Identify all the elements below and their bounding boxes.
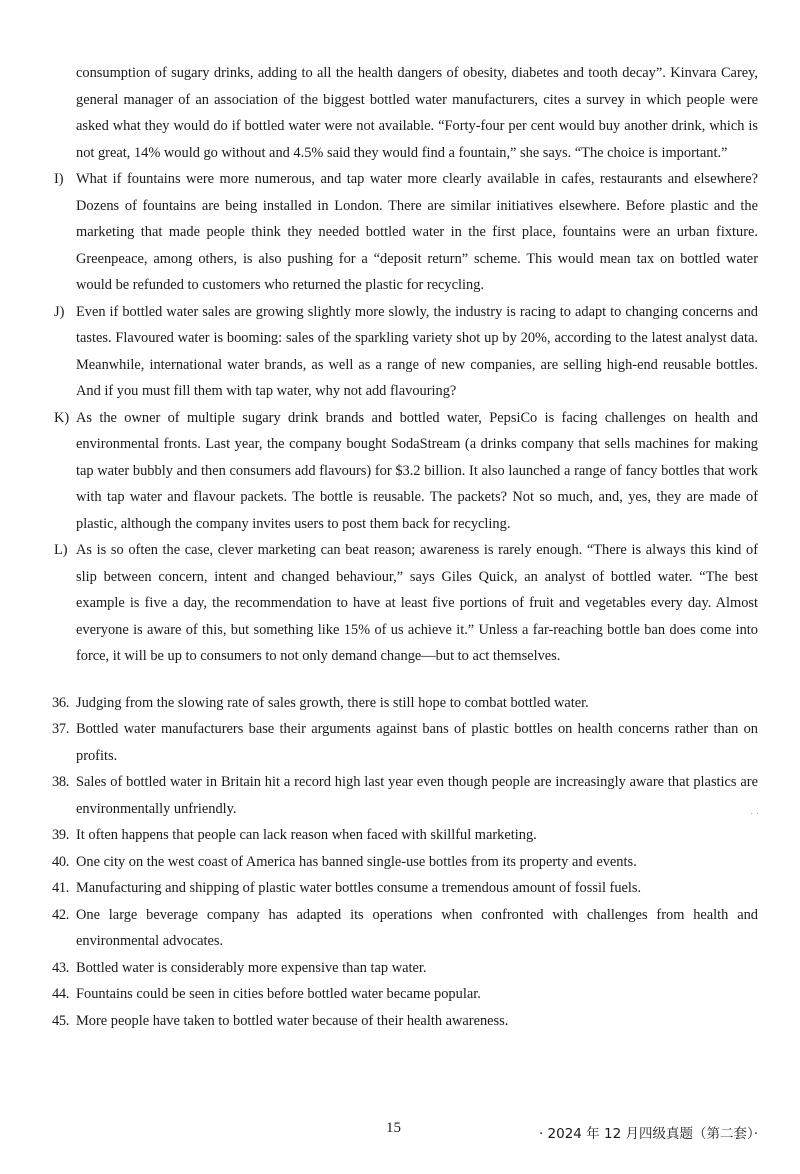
- question-number: 38.: [52, 774, 70, 790]
- question-36: [54, 690, 758, 717]
- paragraph-label: J): [54, 303, 65, 320]
- question-text: Judging from the slowing rate of sales growth, there is still hope to combat bottled water.: [76, 694, 589, 711]
- question-number: 41.: [52, 880, 70, 896]
- question-text: Fountains could be seen in cities before bottled water became popular.: [76, 986, 481, 1002]
- passage-continuation: consumption of sugary drinks, adding to all the health dangers of obesity, diabetes and tooth decay”. Kinvara Carey, general manager of an association of the biggest bottled water manufacturers, cites a survey in which people were asked what they would do if bottled water were not available. “Forty-four per cent would buy another drink, which is not great, 14% would go without and 4.5% said they would find a fountain,” she says. “The choice is important.”: [76, 65, 758, 161]
- paragraph-label: L): [54, 542, 68, 558]
- question-42: [54, 902, 758, 955]
- question-number: 44.: [52, 986, 70, 1002]
- question-text: One city on the west coast of America has banned single-use bottles from its property and events.: [76, 853, 637, 870]
- paragraph-text: As the owner of multiple sugary drink brands and bottled water, PepsiCo is facing challenges on health and environmental fronts. Last year, the company bought SodaStream (a drinks company that sells machines for making tap water bubbly and then consumers add flavours) for $3.2 billion. It also launched a range of fancy bottles that work with tap water and flavour packets. The bottle is reusable. The packets? Not so much, and, yes, they are made of plastic, although the company invites users to post them back for recycling.: [76, 409, 758, 532]
- question-43: [54, 955, 758, 982]
- paragraph-label: I): [54, 171, 64, 187]
- question-text: Bottled water manufacturers base their arguments against bans of plastic bottles on health concerns rather than on profits.: [76, 721, 758, 764]
- question-text: Manufacturing and shipping of plastic water bottles consume a tremendous amount of fossil fuels.: [76, 880, 642, 896]
- question-39: [54, 822, 758, 849]
- question-number: 43.: [52, 959, 70, 976]
- question-list: [54, 690, 758, 1035]
- question-number: 42.: [52, 906, 70, 923]
- question-38: [54, 769, 758, 822]
- paragraph-l: [54, 537, 758, 670]
- question-text: More people have taken to bottled water because of their health awareness.: [76, 1012, 509, 1029]
- paragraph-text: Even if bottled water sales are growing slightly more slowly, the industry is racing to adapt to changing concerns and tastes. Flavoured water is booming: sales of the sparkling variety shot up by 20%, according to the latest analyst data. Meanwhile, international water brands, as well as a range of new companies, are selling high-end reusable bottles. And if you must fill them with tap water, why not add flavouring?: [76, 303, 758, 399]
- question-number: 40.: [52, 853, 70, 870]
- question-number: 36.: [52, 694, 70, 711]
- paragraph-text: As is so often the case, clever marketing can beat reason; awareness is rarely enough. “There is always this kind of slip between concern, intent and changed behaviour,” says Giles Quick, an analyst of bottled water. “The best example is five a day, the recommendation to have at least five portions of fruit and vegetables every day. Almost everyone is aware of this, but something like 15% of us achieve it.” Unless a far-reaching bottle ban does come into force, it will be up to consumers to not only demand change—but to act themselves.: [76, 542, 758, 664]
- paragraph-i: [54, 166, 758, 299]
- page-content: [54, 60, 758, 1034]
- question-45: [54, 1008, 758, 1035]
- exam-source-label: · 2024 年 12 月四级真题（第二套）·: [538, 1126, 758, 1142]
- question-number: 37.: [52, 721, 70, 737]
- question-41: [54, 875, 758, 902]
- paragraph-text: What if fountains were more numerous, and tap water more clearly available in cafes, restaurants and elsewhere? Dozens of fountains are being installed in London. There are similar initiatives elsewhere. Before plastic and the marketing that made people think they needed bottled water in the first place, fountains were an urban fixture. Greenpeace, among others, is also pushing for a “deposit return” scheme. This would mean tax on bottled water would be refunded to customers who returned the plastic for recycling.: [76, 171, 758, 293]
- question-text: One large beverage company has adapted its operations when confronted with challenges from health and environmental advocates.: [76, 906, 758, 949]
- paragraph-label: K): [54, 409, 70, 426]
- question-text: Sales of bottled water in Britain hit a record high last year even though people are increasingly aware that plastics are environmentally unfriendly.: [76, 774, 758, 817]
- question-text: Bottled water is considerably more expensive than tap water.: [76, 959, 427, 976]
- page-number: 15: [386, 1120, 401, 1136]
- question-40: [54, 849, 758, 876]
- paragraph-k: [54, 405, 758, 538]
- paragraph-j: [54, 299, 758, 405]
- question-number: 45.: [52, 1012, 70, 1029]
- question-number: 39.: [52, 827, 70, 843]
- question-text: It often happens that people can lack reason when faced with skillful marketing.: [76, 827, 537, 843]
- question-44: [54, 981, 758, 1008]
- question-37: [54, 716, 758, 769]
- scan-speck: ˙ ˙: [750, 812, 760, 823]
